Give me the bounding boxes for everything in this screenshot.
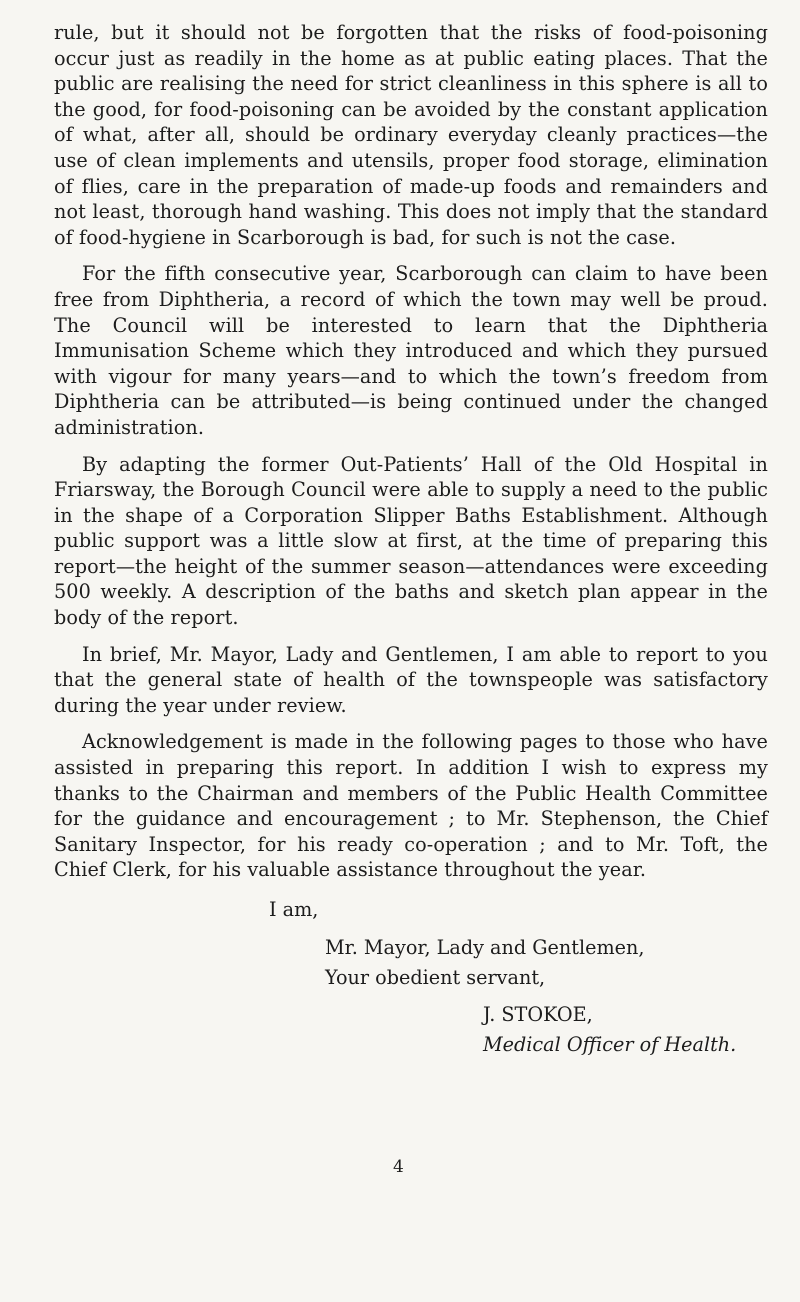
signature-name: J. STOKOE, — [483, 1003, 593, 1026]
page-number: 4 — [393, 1157, 404, 1177]
closing-sign-off: Your obedient servant, — [325, 966, 546, 989]
paragraph-general-health: In brief, Mr. Mayor, Lady and Gentlemen, I am able to report to you that the general state of health of the townspeople was satisfactory during the year under review. — [54, 642, 768, 717]
signature-title: Medical Officer of Health. — [483, 1033, 737, 1056]
paragraph-slipper-baths: By adapting the former Out-Patients’ Hall of the Old Hospital in Friarsway, the Borough Council were able to supply a need to the public in the shape of a Corporation Slipper Baths Establishment. Although public support was a little slow at first, at the time of preparing this report—the height of the summer season—attendances were exceeding 500 weekly. A description of the baths and sketch plan appear in the body of the report. — [54, 452, 768, 630]
closing-i-am: I am, — [269, 898, 319, 921]
paragraph-food-hygiene: rule, but it should not be forgotten that the risks of food-poisoning occur just as readily in the home as at public eating places. That the public are realising the need for strict cleanliness in this sphere is all to the good, for food-poisoning can be avoided by the constant application of what, after all, should be ordinary everyday cleanly practices—the use of clean implements and utensils, proper food storage, elimination of flies, care in the preparation of made-up foods and remainders and not least, thorough hand washing. This does not imply that the standard of food-hygiene in Scarborough is bad, for such is not the case. — [54, 21, 768, 249]
closing-salutation: Mr. Mayor, Lady and Gentlemen, — [325, 936, 645, 959]
paragraph-diphtheria: For the fifth consecutive year, Scarborough can claim to have been free from Diphtheria, a record of which the town may well be proud. The Council will be interested to learn that the Diphtheria Immunisation Scheme which they introduced and which they pursued with vigour for many years—and to which the town’s freedom from Diphtheria can be attributed—is being continued under the changed administration. — [54, 262, 768, 439]
document-body — [54, 20, 768, 883]
paragraph-acknowledgement: Acknowledgement is made in the following pages to those who have assisted in preparing this report. In addition I wish to express my thanks to the Chairman and members of the Public Health Committee for the guidance and encouragement ; to Mr. Stephenson, the Chief Sanitary Inspector, for his ready co-operation ; and to Mr. Toft, the Chief Clerk, for his valuable assistance throughout the year. — [54, 730, 768, 882]
